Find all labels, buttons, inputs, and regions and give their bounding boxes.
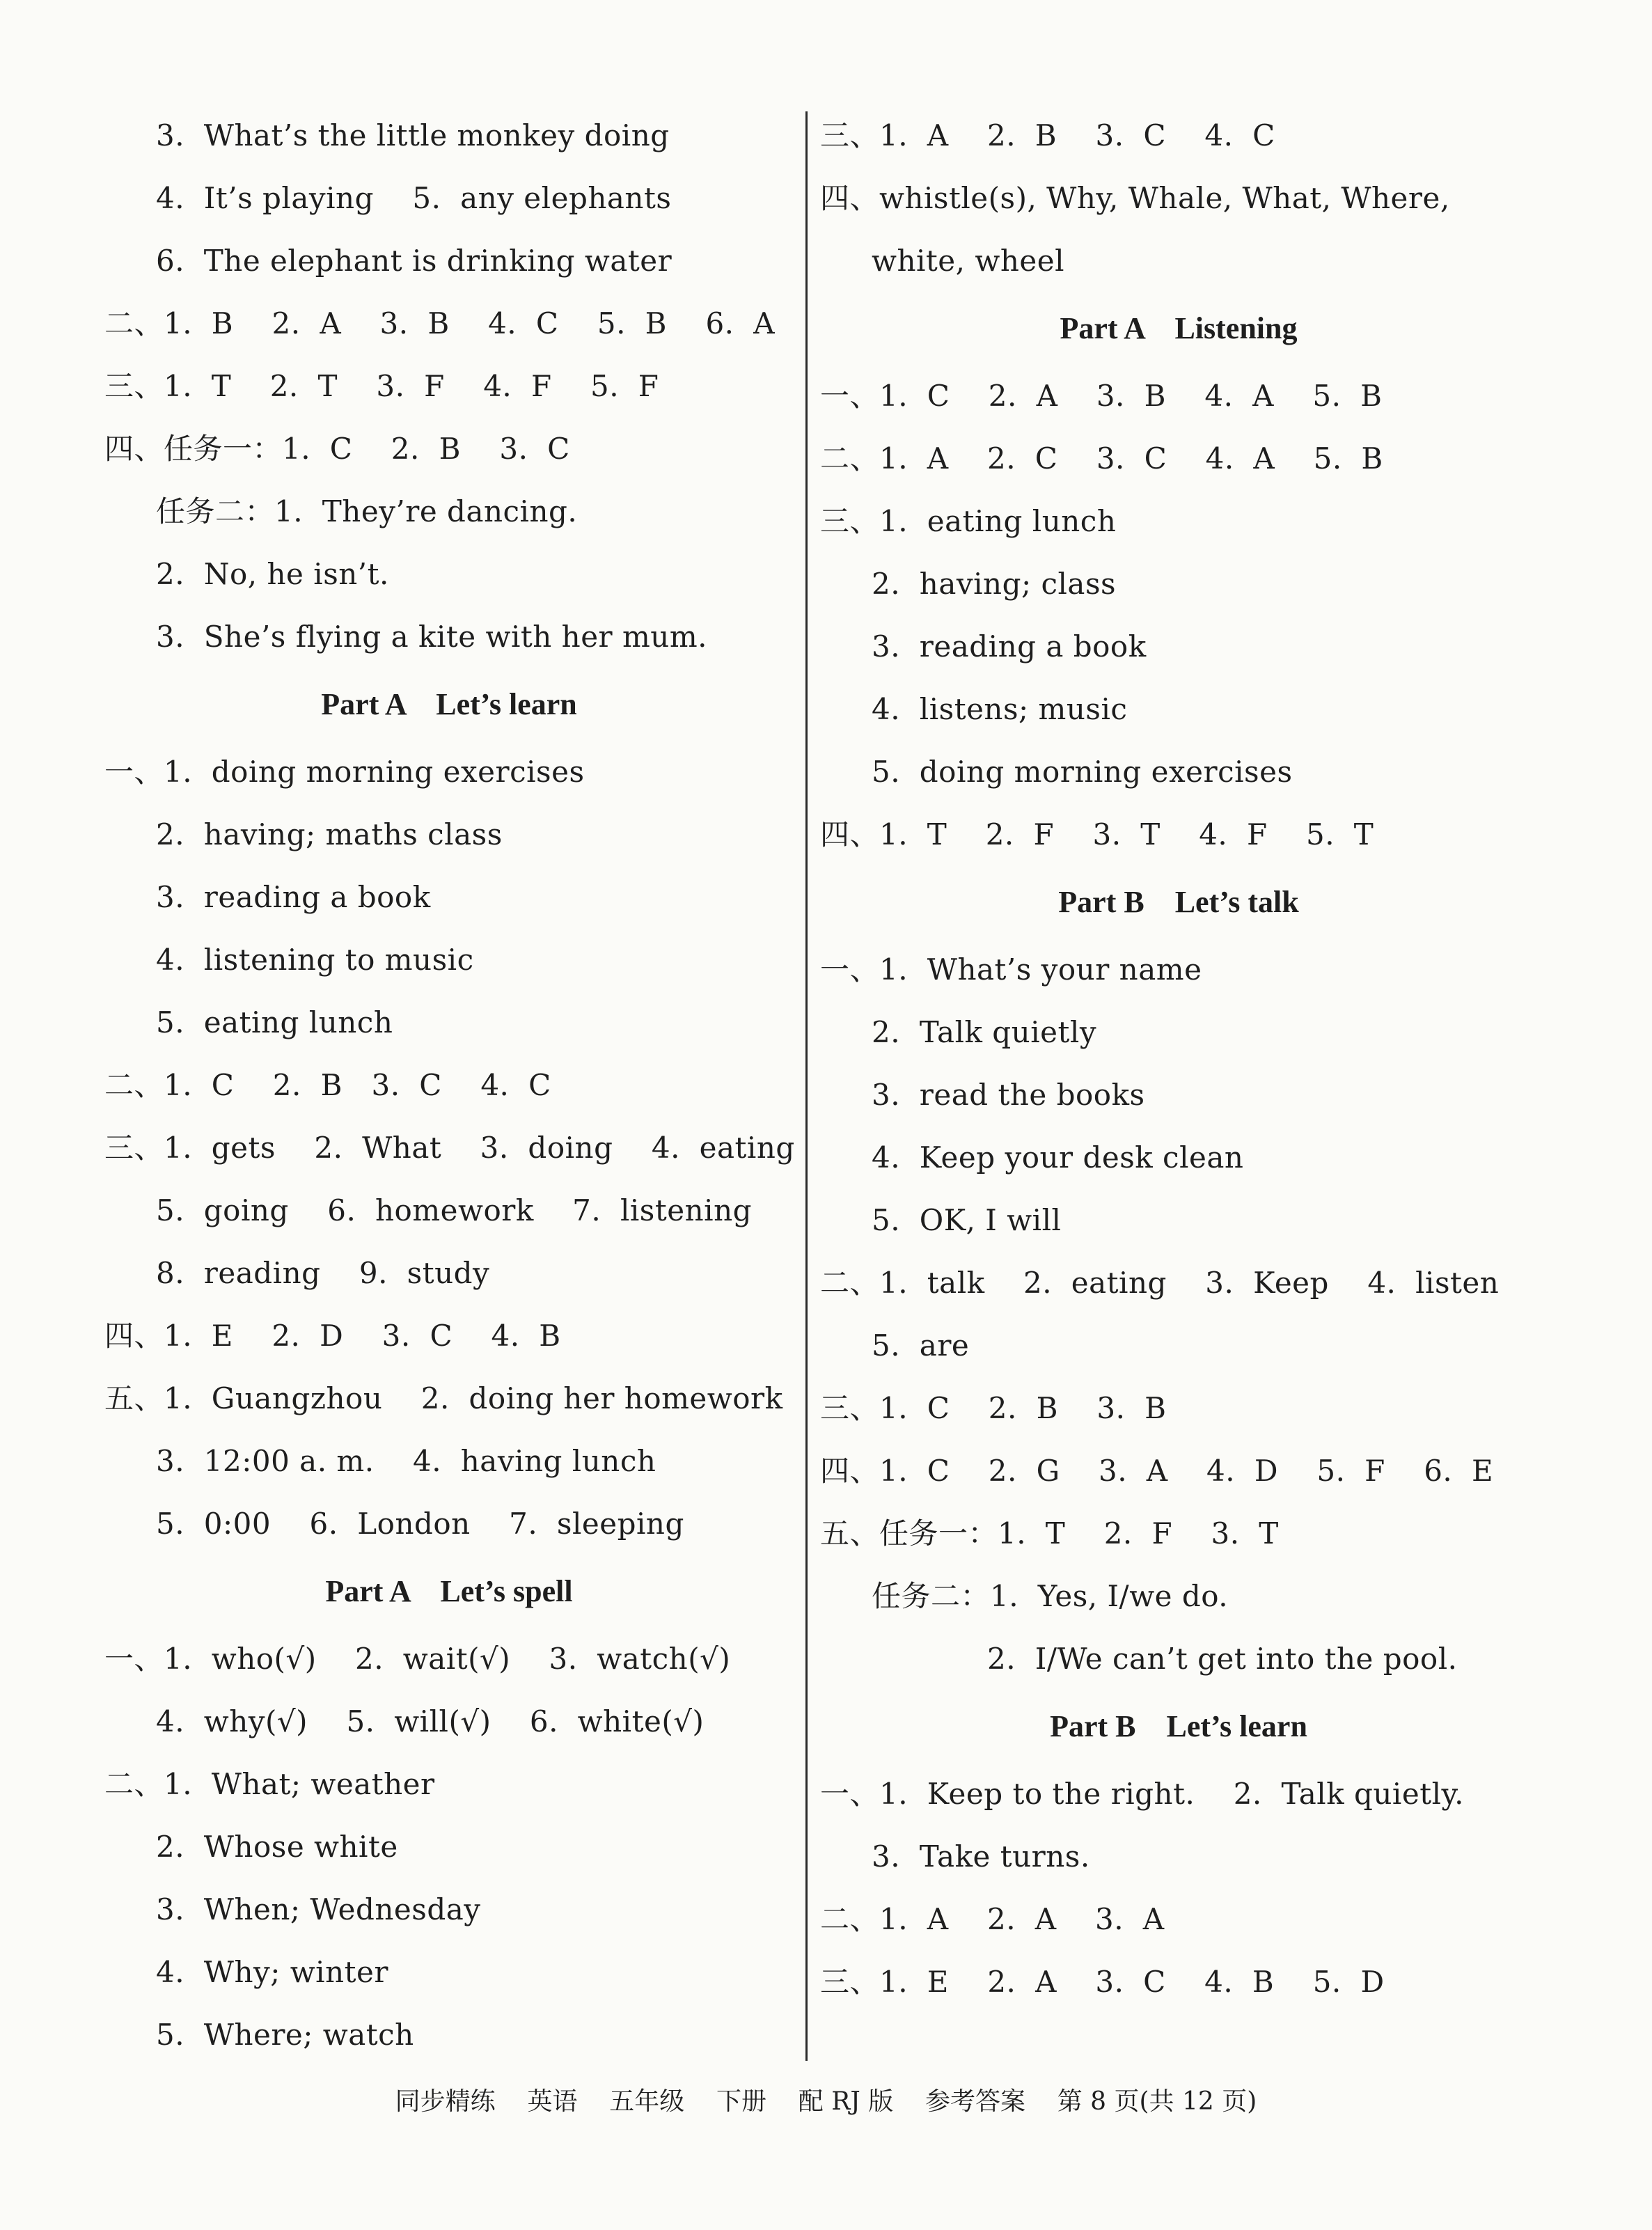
- answer-line: 3. When; Wednesday: [156, 1892, 481, 1926]
- section-heading: Part B Let’s talk: [1058, 885, 1299, 919]
- column-divider: [805, 111, 808, 2061]
- answer-line: 5. are: [872, 1328, 970, 1363]
- answer-line: 2. I/We can’t get into the pool.: [987, 1642, 1458, 1676]
- answer-line: 3. reading a book: [872, 629, 1147, 663]
- left-column: [104, 104, 794, 2066]
- answer-line: 三、1. E 2. A 3. C 4. B 5. D: [820, 1965, 1385, 1999]
- answer-line: 4. why(√) 5. will(√) 6. white(√): [156, 1704, 705, 1738]
- answer-line: 5. eating lunch: [156, 1005, 393, 1039]
- answer-line: 四、whistle(s), Why, Whale, What, Where,: [820, 181, 1450, 215]
- answer-line: 二、1. C 2. B 3. C 4. C: [104, 1068, 551, 1102]
- answer-line: 3. What’s the little monkey doing: [156, 118, 670, 152]
- answer-line: 四、1. E 2. D 3. C 4. B: [104, 1319, 561, 1353]
- answer-line: 二、1. B 2. A 3. B 4. C 5. B 6. A: [104, 306, 776, 340]
- answer-line: 3. 12:00 a. m. 4. having lunch: [156, 1444, 656, 1478]
- answer-line: 四、1. T 2. F 3. T 4. F 5. T: [820, 817, 1374, 851]
- answer-line: 5. 0:00 6. London 7. sleeping: [156, 1507, 684, 1541]
- answer-line: 5. going 6. homework 7. listening: [156, 1193, 753, 1227]
- answer-line: 4. It’s playing 5. any elephants: [156, 181, 672, 215]
- section-heading: Part B Let’s learn: [1050, 1709, 1307, 1743]
- answer-line: 任务二：1. Yes, I/we do.: [872, 1579, 1229, 1613]
- answer-line: 5. Where; watch: [156, 2018, 414, 2052]
- answer-line: 4. listening to music: [156, 943, 474, 977]
- answer-line: 二、1. talk 2. eating 3. Keep 4. listen: [820, 1266, 1500, 1300]
- section-heading: Part A Listening: [1060, 311, 1298, 345]
- answer-line: 二、1. A 2. A 3. A: [820, 1902, 1165, 1936]
- answer-line: 一、1. Keep to the right. 2. Talk quietly.: [820, 1777, 1465, 1811]
- answer-line: 二、1. What; weather: [104, 1767, 435, 1801]
- section-heading: Part A Let’s spell: [325, 1574, 573, 1608]
- answer-line: 2. having; class: [872, 567, 1117, 601]
- answer-line: 2. Talk quietly: [872, 1015, 1097, 1049]
- answer-line: 一、1. who(√) 2. wait(√) 3. watch(√): [104, 1642, 731, 1676]
- answer-line: 5. OK, I will: [872, 1203, 1062, 1237]
- answer-line: 一、1. What’s your name: [820, 952, 1202, 987]
- answer-line: 三、1. C 2. B 3. B: [820, 1391, 1167, 1425]
- answer-line: 5. doing morning exercises: [872, 755, 1293, 789]
- answer-line: white, wheel: [872, 244, 1065, 278]
- right-column: [820, 104, 1537, 2013]
- page-footer: 同步精练 英语 五年级 下册 配 RJ 版 参考答案 第 8 页(共 12 页): [395, 2087, 1257, 2116]
- answer-line: 任务二：1. They’re dancing.: [156, 494, 578, 528]
- answer-line: 五、任务一：1. T 2. F 3. T: [820, 1516, 1279, 1550]
- answer-line: 三、1. T 2. T 3. F 4. F 5. F: [104, 369, 659, 403]
- answer-line: 2. No, he isn’t.: [156, 557, 389, 591]
- answer-line: 3. She’s flying a kite with her mum.: [156, 620, 708, 654]
- answer-line: 4. Keep your desk clean: [872, 1140, 1244, 1175]
- answer-line: 四、任务一：1. C 2. B 3. C: [104, 432, 570, 466]
- answer-line: 6. The elephant is drinking water: [156, 244, 672, 278]
- answer-line: 二、1. A 2. C 3. C 4. A 5. B: [820, 441, 1383, 476]
- answer-line: 8. reading 9. study: [156, 1256, 490, 1290]
- answer-line: 三、1. A 2. B 3. C 4. C: [820, 118, 1275, 152]
- section-heading: Part A Let’s learn: [321, 687, 577, 721]
- answer-line: 一、1. doing morning exercises: [104, 755, 585, 789]
- answer-line: 2. Whose white: [156, 1830, 398, 1864]
- answer-line: 五、1. Guangzhou 2. doing her homework: [104, 1381, 783, 1415]
- answer-line: 四、1. C 2. G 3. A 4. D 5. F 6. E: [820, 1454, 1494, 1488]
- answer-line: 三、1. gets 2. What 3. doing 4. eating: [104, 1131, 795, 1165]
- answer-line: 2. having; maths class: [156, 817, 503, 851]
- answer-line: 3. read the books: [872, 1078, 1145, 1112]
- answer-line: 4. listens; music: [872, 692, 1128, 726]
- answer-line: 三、1. eating lunch: [820, 504, 1117, 538]
- answer-line: 4. Why; winter: [156, 1955, 388, 1989]
- answer-line: 3. reading a book: [156, 880, 431, 914]
- answer-line: 一、1. C 2. A 3. B 4. A 5. B: [820, 379, 1383, 413]
- answer-line: 3. Take turns.: [872, 1839, 1090, 1874]
